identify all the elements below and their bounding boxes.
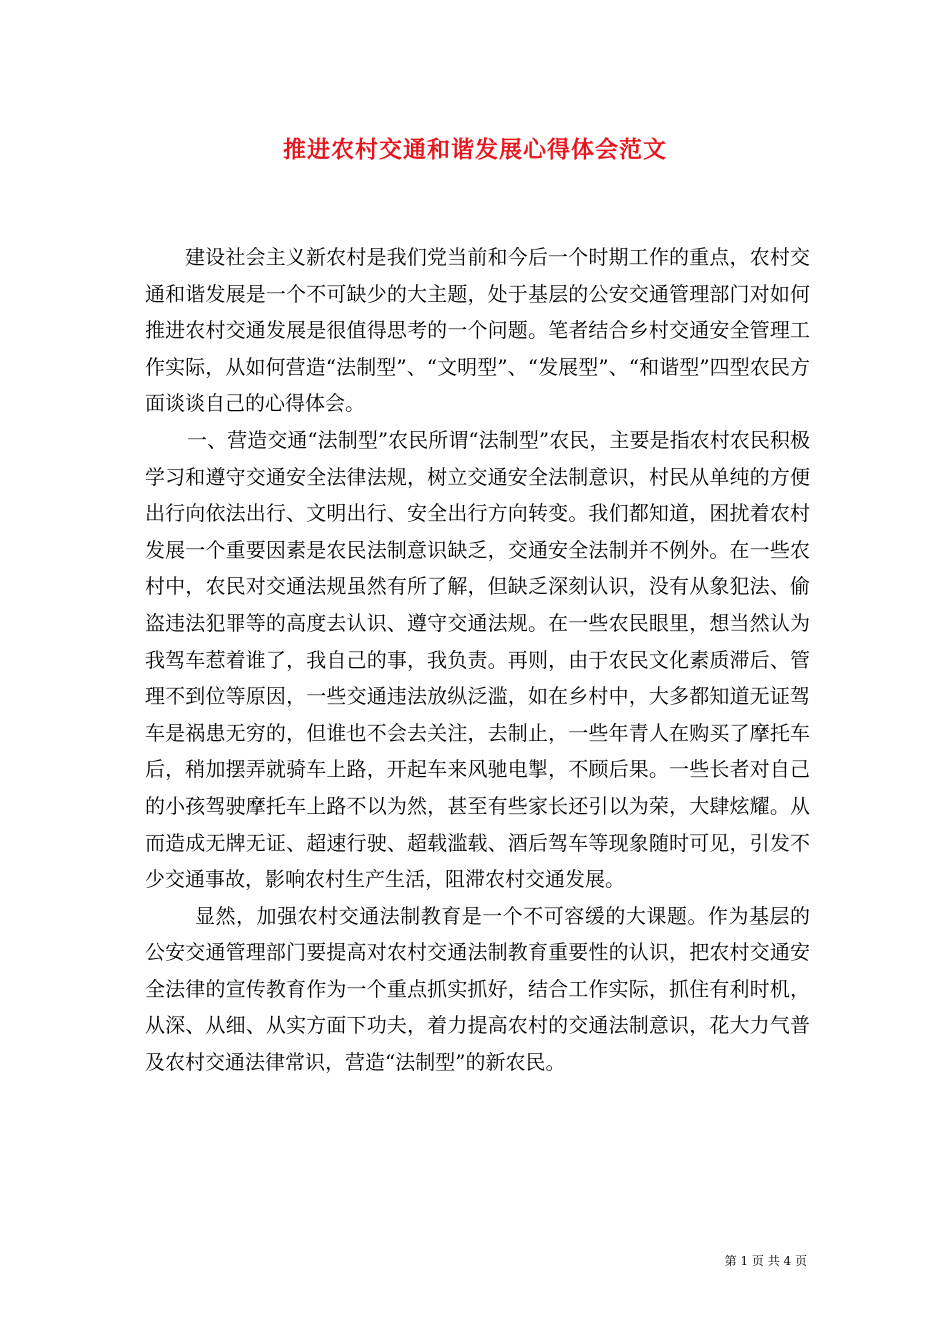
page-title: 推进农村交通和谐发展心得体会范文 [283,136,667,163]
paragraph-intro: 建设社会主义新农村是我们党当前和今后一个时期工作的重点，农村交通和谐发展是一个不可缺少的大主题，处于基层的公安交通管理部门对如何推进农村交通发展是很值得思考的一个问题。笔者结合乡村交通安全管理工作实际，从如何营造“法制型”、“文明型”、“发展型”、“和谐型”四型农民方面谈谈自己的心得体会。 [145,245,810,416]
page-number: 第 1 页 共 4 页 [724,1254,807,1268]
document-body [145,239,810,1081]
paragraph-section-one: 一、营造交通“法制型”农民所谓“法制型”农民，主要是指农村农民积极学习和遵守交通安全法律法规，树立交通安全法制意识，村民从单纯的方便出行向依法出行、文明出行、安全出行方向转变。我们都知道，困扰着农村发展一个重要因素是农民法制意识缺乏，交通安全法制并不例外。在一些农村中，农民对交通法规虽然有所了解，但缺乏深刻认识，没有从象犯法、偷盗违法犯罪等的高度去认识、遵守交通法规。在一些农民眼里，想当然认为我驾车惹着谁了，我自己的事，我负责。再则，由于农民文化素质滞后、管理不到位等原因，一些交通违法放纵泛滥，如在乡村中，大多都知道无证驾车是祸患无穷的，但谁也不会去关注，去制止，一些年青人在购买了摩托车后，稍加摆弄就骑车上路，开起车来风驰电掣，不顾后果。一些长者对自己的小孩驾驶摩托车上路不以为然，甚至有些家长还引以为荣，大肆炫耀。从而造成无牌无证、超速行驶、超载滥载、酒后驾车等现象随时可见，引发不少交通事故，影响农村生产生活，阻滞农村交通发展。 [145,427,810,892]
paragraph-conclusion: 显然，加强农村交通法制教育是一个不可容缓的大课题。作为基层的公安交通管理部门要提高对农村交通法制教育重要性的认识，把农村交通安全法律的宣传教育作为一个重点抓实抓好，结合工作实际，抓住有利时机，从深、从细、从实方面下功夫，着力提高农村的交通法制意识，花大力气普及农村交通法律常识，营造“法制型”的新农民。 [145,903,810,1075]
